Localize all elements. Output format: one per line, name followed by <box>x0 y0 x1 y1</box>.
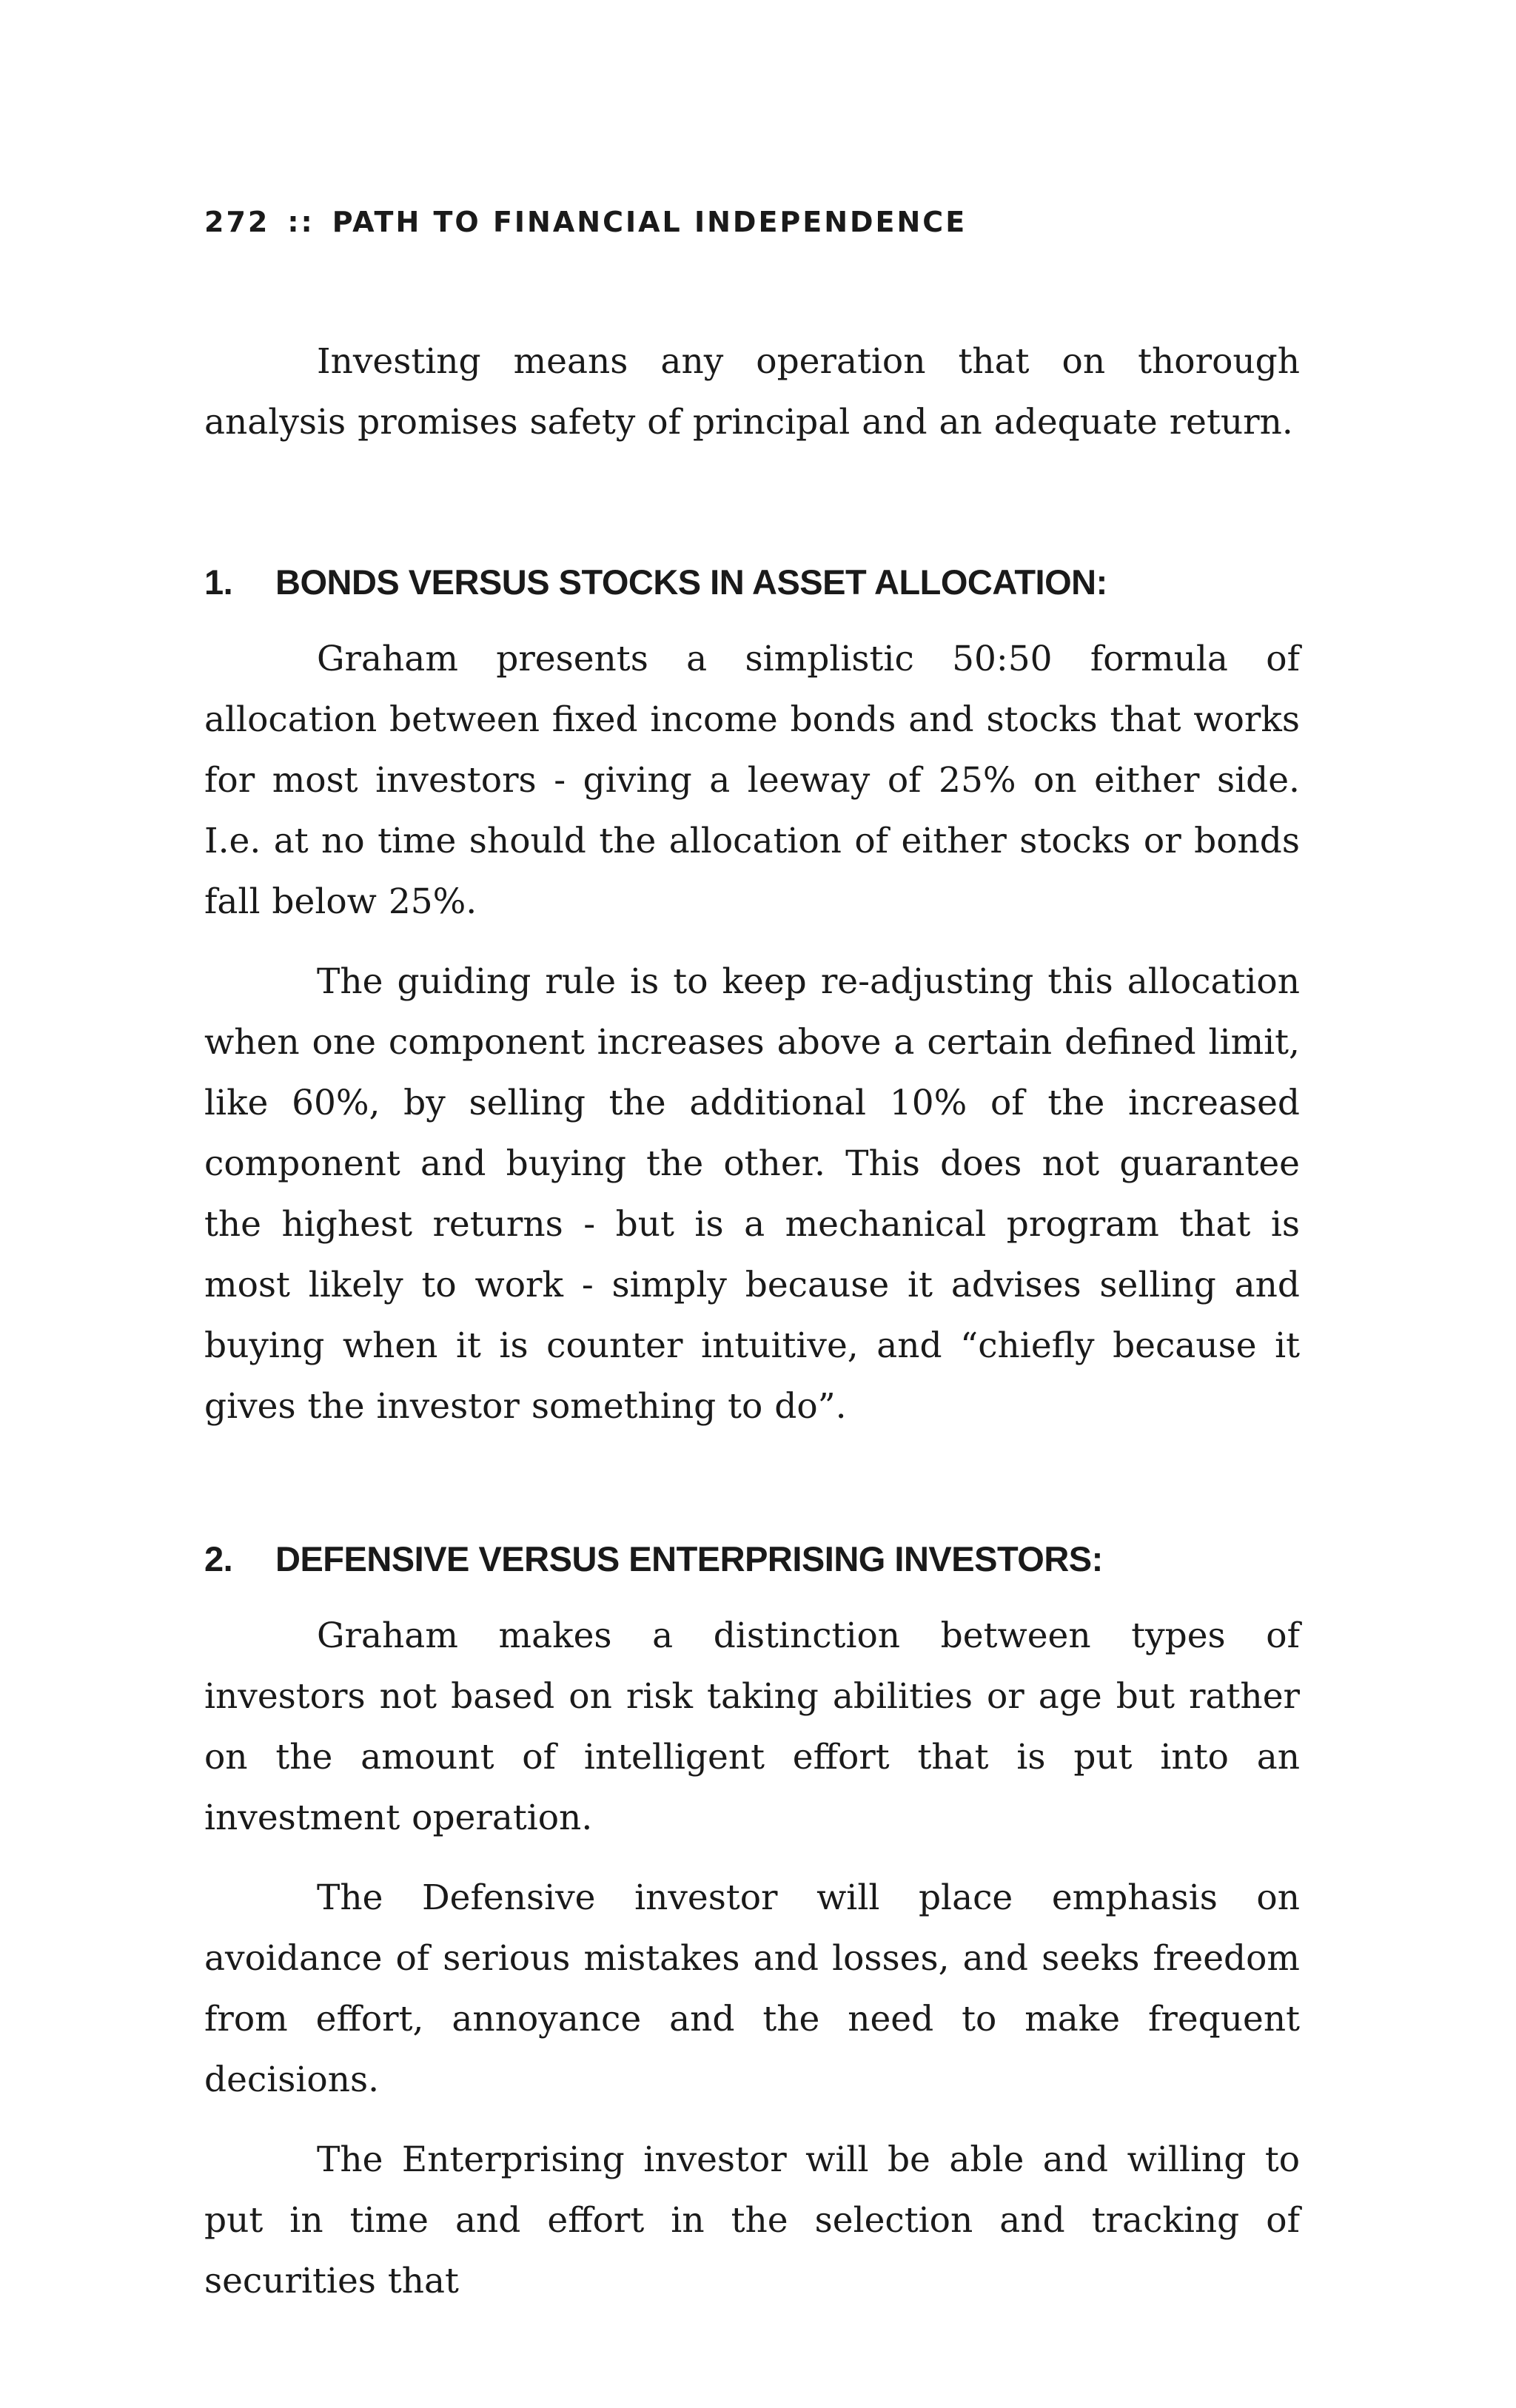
section-number: 1. <box>204 562 233 602</box>
header-separator: :: <box>287 206 315 238</box>
section-title: DEFENSIVE VERSUS ENTERPRISING INVESTORS: <box>275 1539 1103 1578</box>
book-title: PATH TO FINANCIAL INDEPENDENCE <box>332 206 967 238</box>
body-paragraph: Graham makes a distinction between types of investors not based on risk taking abilities or age but rather on the amount of intelligent effort that is put into an investment operation. <box>204 1615 1300 1838</box>
page-number: 272 <box>204 206 270 238</box>
body-paragraph: The Defensive investor will place emphasis on avoidance of serious mistakes and losses, and seeks freedom from effort, annoyance and the need to make frequent decisions. <box>204 1877 1300 2100</box>
section-heading <box>204 1533 1300 1585</box>
body-paragraph: Graham presents a simplistic 50:50 formula of allocation between fixed income bonds and stocks that works for most investors - giving a leeway of 25% on either side. I.e. at no time should the allocation of either stocks or bonds fall below 25%. <box>204 639 1300 922</box>
section-defensive-versus-enterprising <box>204 1533 1300 2312</box>
book-page <box>204 200 1300 2408</box>
body-paragraph: The guiding rule is to keep re-adjusting this allocation when one component increases above a certain defined limit, like 60%, by selling the additional 10% of the increased component and buying the other. This does not guarantee the highest returns - but is a mechanical program that is most likely to work - simply because it advises selling and buying when it is counter intuitive, and “chiefly because it gives the investor something to do”. <box>204 961 1300 1427</box>
lead-paragraph: Investing means any operation that on thorough analysis promises safety of principal and an adequate return. <box>204 341 1300 443</box>
section-bonds-versus-stocks <box>204 556 1300 1437</box>
section-title: BONDS VERSUS STOCKS IN ASSET ALLOCATION: <box>275 562 1107 602</box>
section-number: 2. <box>204 1539 233 1578</box>
body-paragraph: The Enterprising investor will be able and willing to put in time and effort in the selection and tracking of securities that <box>204 2139 1300 2301</box>
running-header <box>204 200 1300 244</box>
section-heading <box>204 556 1300 608</box>
